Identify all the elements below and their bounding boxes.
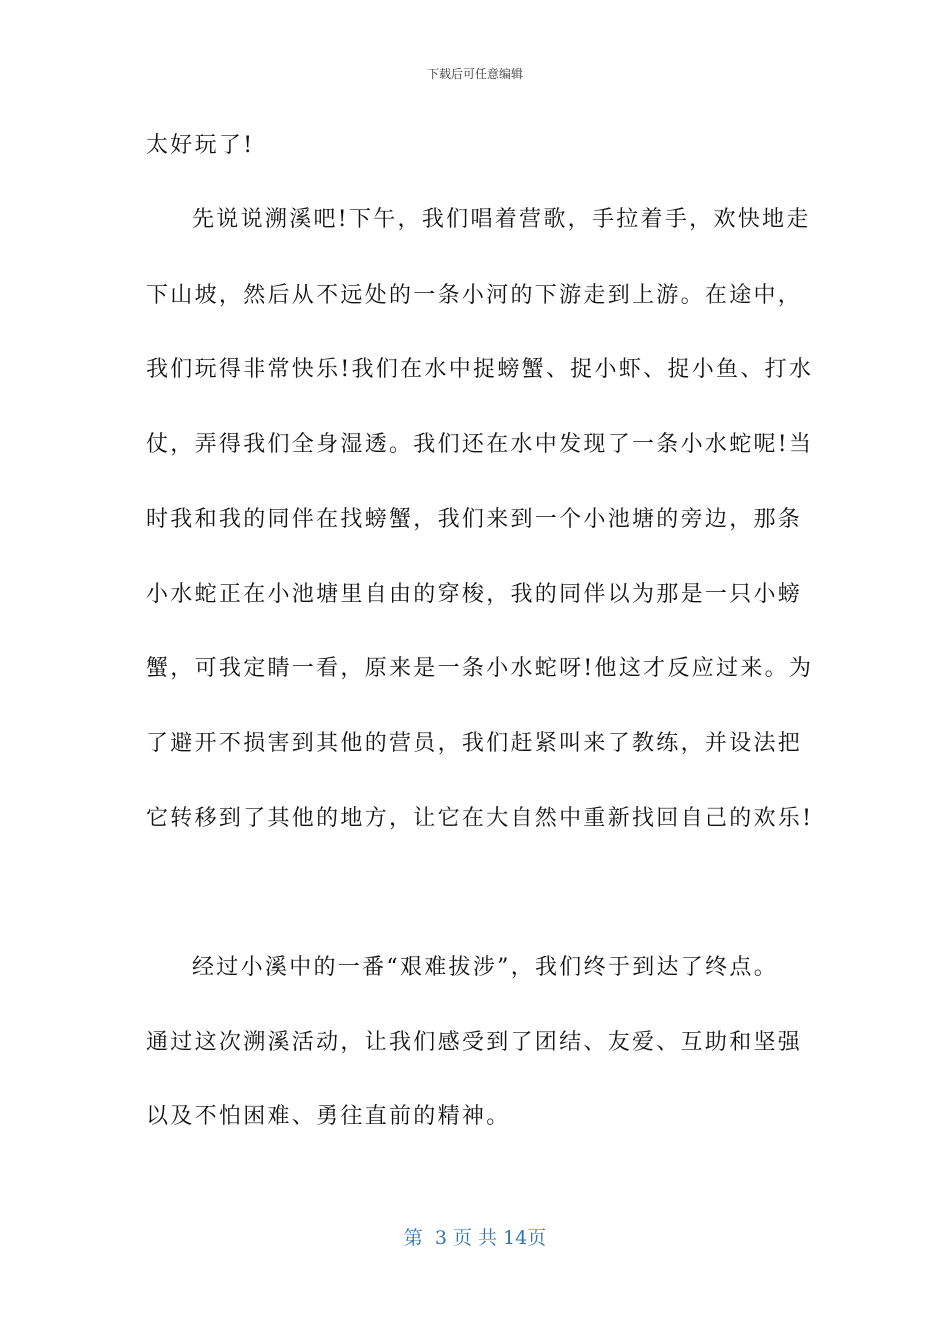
body-text-line: 了避开不损害到其他的营员，我们赶紧叫来了教练，并设法把 [146, 731, 803, 756]
page-number-footer: 第 3 页 共 14页 [403, 1227, 547, 1249]
body-text-line: 太好玩了! [146, 133, 255, 158]
page-header: 下载后可任意编辑 [426, 67, 523, 81]
body-text-line: 时我和我的同伴在找螃蟹，我们来到一个小池塘的旁边，那条 [146, 507, 803, 532]
paragraph-2-first-line: 经过小溪中的一番“艰难拔涉”，我们终于到达了终点。 [192, 955, 778, 980]
body-text-line: 我们玩得非常快乐!我们在水中捉螃蟹、捉小虾、捉小鱼、打水 [146, 357, 814, 382]
body-text-line: 蟹，可我定睛一看，原来是一条小水蛇呀!他这才反应过来。为 [146, 656, 814, 681]
body-text-line: 通过这次溯溪活动，让我们感受到了团结、友爱、互助和坚强 [146, 1030, 803, 1055]
paragraph-1-first-line: 先说说溯溪吧!下午，我们唱着营歌，手拉着手，欢快地走 [192, 207, 811, 232]
body-text-line: 它转移到了其他的地方，让它在大自然中重新找回自己的欢乐! [146, 806, 814, 831]
body-text-line: 仗，弄得我们全身湿透。我们还在水中发现了一条小水蛇呢!当 [146, 432, 814, 457]
body-text-line: 下山坡，然后从不远处的一条小河的下游走到上游。在途中， [146, 283, 803, 308]
body-text-line: 小水蛇正在小池塘里自由的穿梭，我的同伴以为那是一只小螃 [146, 582, 803, 607]
body-text-line: 以及不怕困难、勇往直前的精神。 [146, 1104, 511, 1129]
